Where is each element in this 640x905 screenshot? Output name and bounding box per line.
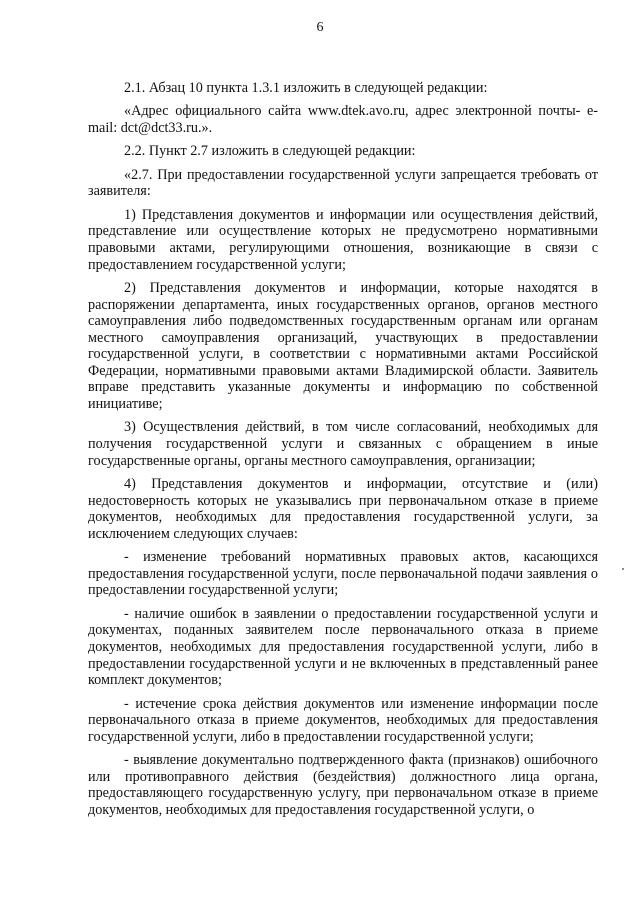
paragraph-exception-official-error: - выявление документально подтвержденного факта (признаков) ошибочного или противоправного действия (бездействия) должностного лица органа, предоставляющего государственную услугу, при первоначальном отказе в приеме документов, необходимых для предоставления государственной услуги, о (88, 752, 598, 818)
scan-speck (622, 568, 624, 570)
paragraph-exception-errors: - наличие ошибок в заявлении о предоставлении государственной услуги и документах, поданных заявителем после первоначального отказа в приеме документов, необходимых для предоставления государственной услуги, либо в предоставлении государственной услуги и не включенных в представленный ранее комплект документов; (88, 605, 598, 689)
paragraph-amendment-2-2: 2.2. Пункт 2.7 изложить в следующей редакции: (124, 143, 416, 160)
paragraph-item-4: 4) Представления документов и информации, отсутствие и (или) недостоверность которых не указывались при первоначальном отказе в приеме документов, необходимых для предоставления государственной услуги, за исключением следующих случаев: (88, 476, 598, 542)
page-number: 6 (316, 20, 324, 35)
paragraph-item-2: 2) Представления документов и информации, которые находятся в распоряжении департамента, иных государственных органов, органов местного самоуправления либо подведомственных государственным органам или органам местного самоуправления организаций, участвующих в предоставлении государственной услуги, в соответствии с нормативными актами Российской Федерации, нормативными правовыми актами Владимирской области. Заявитель вправе представить указанные документы и информацию по собственной инициативе; (88, 279, 598, 413)
paragraph-exception-expiry: - истечение срока действия документов или изменение информации после первоначального отказа в приеме документов, необходимых для предоставления государственной услуги, либо в предоставлении государственной услуги; (88, 695, 598, 745)
document-body (88, 80, 598, 819)
paragraph-exception-regulation-change: - изменение требований нормативных правовых актов, касающихся предоставления государственной услуги, после первоначальной подачи заявления о предоставлении государственной услуги; (88, 549, 598, 599)
paragraph-amendment-2-1: 2.1. Абзац 10 пункта 1.3.1 изложить в следующей редакции: (124, 80, 488, 96)
paragraph-item-1: 1) Представления документов и информации или осуществления действий, представление или осуществление которых не предусмотрено нормативными правовыми актами, регулирующими отношения, возникающие в связи с предоставлением государственной услуги; (88, 206, 598, 273)
paragraph-item-3: 3) Осуществления действий, в том числе согласований, необходимых для получения государственной услуги и связанных с обращением в иные государственные органы, органы местного самоуправления, организации; (88, 419, 598, 469)
paragraph-website-address: «Адрес официального сайта www.dtek.avo.ru, адрес электронной почты- e-mail: dct@dct33.ru.». (88, 103, 598, 136)
paragraph-clause-2-7-intro: «2.7. При предоставлении государственной услуги запрещается требовать от заявителя: (88, 166, 598, 200)
